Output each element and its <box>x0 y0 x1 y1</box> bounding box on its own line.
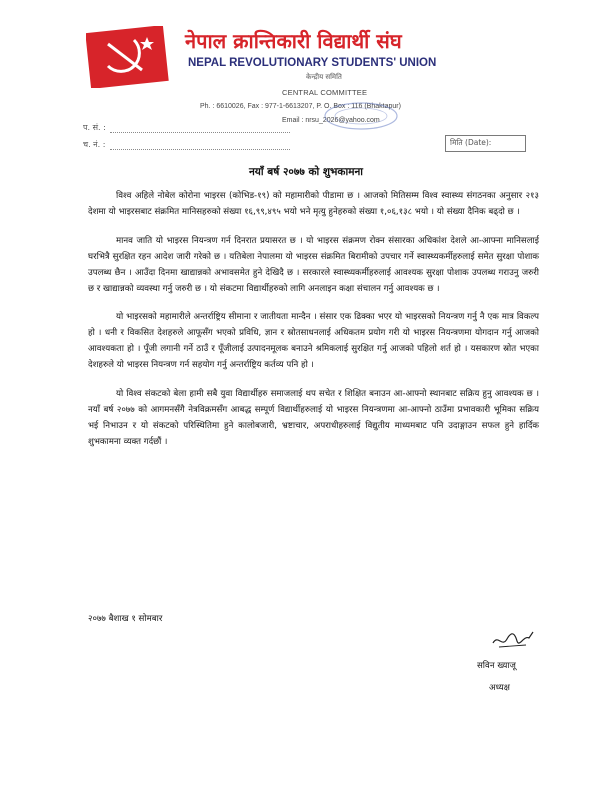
date-box <box>445 135 526 152</box>
paragraph-2: मानव जाति यो भाइरस नियन्त्रण गर्न दिनरात प्रयासरत छ । यो भाइरस संक्रमण रोक्न संसारका अधिकांश देशले आ-आफ्ना मानिसलाई घरभित्रै सुरक्षित रहन आदेश जारी गरेको छ । यतिबेला नेपालमा यो भाइरस संक्रमित बिरामीको उपचार गर्ने स्वास्थ्यकर्मीहरुलाई समेत सुरक्षा पोशाक उपलब्ध छैन । आउँदा दिनमा खाद्यान्नको अभावसमेत हुने देखिदै छ । सरकारले स्वास्थ्यकर्मीहरुलाई आवश्यक सुरक्षा पोशाक उपलब्ध गराउनु जरुरी छ र खाद्यान्नको व्यवस्था गर्नु जरुरी छ । यो संकटमा विद्यार्थीहरुको लागि अनलाइन कक्षा संचालन गर्नु आवश्यक छ । <box>88 235 539 294</box>
org-flag-logo-icon <box>86 26 170 88</box>
org-name-nepali: नेपाल क्रान्तिकारी विद्यार्थी संघ <box>185 29 402 53</box>
paragraph-4: यो विश्व संकटको बेला हामी सबै युवा विद्यार्थीहरु समाजलाई थप सचेत र शिक्षित बनाउन आ-आफ्नो स्थानबाट सक्रिय हुनु आवश्यक छ । नयाँ बर्ष २०७७ को आगमनसँगै नेत्रविक्रमसँग आबद्ध सम्पूर्ण विद्यार्थीहरुलाई यो भाइरस नियन्त्रणमा आ-आफ्नो ठाउँमा प्रभावकारी भूमिका सक्रिय भई निभाउन र यो संकटको परिस्थितिमा हुने कालोबजारी, भ्रष्टाचार, अपराधीहरुलाई विद्युतीय माध्यमबाट पनि उदाङ्गाउन सफल हुने हार्दिक शुभकामना व्यक्त गर्दछौं । <box>88 389 539 447</box>
document-title: नयाँ बर्ष २०७७ को शुभकामना <box>248 166 364 178</box>
committee-nepali: केन्द्रीय समिति <box>306 73 342 81</box>
reg-no-line <box>110 149 290 150</box>
paragraph-3: यो भाइरसको महामारीले अन्तर्राष्ट्रिय सीमाना र जातीयता मान्दैन । संसार एक ढिक्का भएर यो भाइरसको नियन्त्रण गर्नु नै एक मात्र विकल्प हो । धनी र विकसित देशहरुले आफूसँग भएको प्रविधि, ज्ञान र स्रोतसाधनलाई अधिकतम प्रयोग गरी यो भाइरस नियन्त्रणमा योगदान गर्नु आजको आवश्यकता हो । पूँजी लगानी गर्ने ठाउँ र पूँजीलाई उत्पादनमूलक बनाउने श्रमिकलाई सुरक्षित गर्नु आजको पहिलो शर्त हो । यसकारण स्रोत भएका देशहरुले यो भाइरस नियन्त्रण गर्न सहयोग गर्नु अन्तर्राष्ट्रिय कर्तव्य पनि हो । <box>88 312 539 371</box>
letter-reference-fields <box>80 122 524 156</box>
signature-icon <box>490 628 536 652</box>
signatory-name: सविन ख्याजू <box>477 661 516 671</box>
letter-date: २०७७ बैशाख १ सोमबार <box>88 614 163 624</box>
reg-no-label: च. नं. : <box>83 140 106 149</box>
email-address: Email : nrsu_2026@yahoo.com <box>282 117 380 124</box>
date-label: मिति (Date): <box>450 138 492 147</box>
contact-details: Ph. : 6610026, Fax : 977-1-6613207, P. O. Box : 116 (Bhaktapur) <box>200 103 401 110</box>
ref-no-label: प. सं. : <box>83 123 106 132</box>
org-name-english: NEPAL REVOLUTIONARY STUDENTS' UNION <box>188 57 437 69</box>
signatory-title: अध्यक्ष <box>489 683 510 693</box>
letter-body <box>88 189 539 464</box>
ref-no-line <box>110 132 290 133</box>
paragraph-1: विश्व अहिले नोबेल कोरोना भाइरस (कोभिड-१९) को महामारीको पीडामा छ । आजको मितिसम्म विश्व स्वास्थ्य संगठनका अनुसार २१३ देशमा यो भाइरसबाट संक्रमित मानिसहरुको संख्या १६,९९,४९५ भयो भने मृत्यु हुनेहरुको संख्या १,०६,१३८ भयो । यो संख्या दैनिक बढ्दो छ । <box>88 191 539 217</box>
committee-english: CENTRAL COMMITTEE <box>282 88 368 97</box>
